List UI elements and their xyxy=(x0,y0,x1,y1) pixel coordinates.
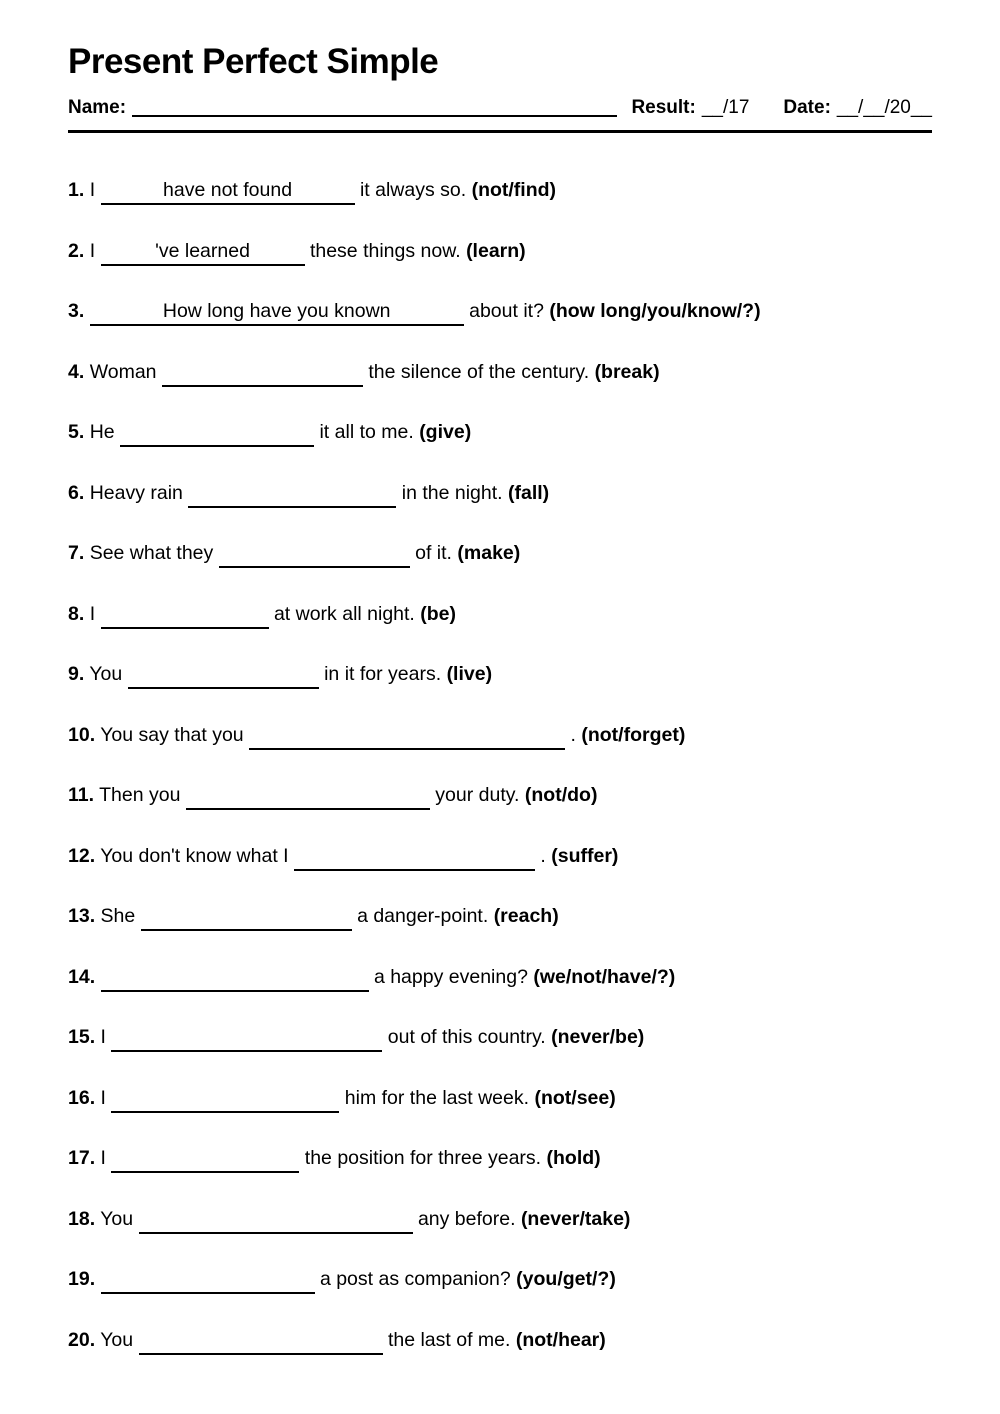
item-answer xyxy=(244,1026,249,1048)
date-label: Date: xyxy=(783,97,831,118)
item-pre-text: You xyxy=(89,663,123,685)
item-post-text: about it? xyxy=(469,300,544,322)
item-blank xyxy=(101,238,305,266)
item-number: 6. xyxy=(68,481,85,504)
item-answer xyxy=(220,663,225,685)
item-answer xyxy=(305,784,310,806)
item-blank xyxy=(141,903,352,931)
item-hint: (learn) xyxy=(466,239,526,262)
item-post-text: the silence of the century. xyxy=(368,360,590,383)
item-blank xyxy=(186,782,430,810)
item-pre-text: Heavy rain xyxy=(89,481,183,504)
exercise-item xyxy=(68,419,932,447)
exercise-item xyxy=(68,722,932,750)
exercise-item xyxy=(68,782,932,810)
item-blank xyxy=(111,1024,382,1052)
item-answer xyxy=(412,845,417,867)
exercise-item xyxy=(68,1145,932,1173)
item-answer xyxy=(290,482,295,504)
item-answer: have not found xyxy=(163,179,293,201)
item-post-text: . xyxy=(570,723,576,746)
item-hint: (not/hear) xyxy=(515,1328,606,1351)
exercise-item xyxy=(68,1206,932,1234)
date-value: __/__/20__ xyxy=(836,97,932,118)
item-blank xyxy=(139,1327,383,1355)
exercise-list xyxy=(68,177,932,1355)
exercise-item xyxy=(68,1327,932,1355)
item-answer xyxy=(273,1208,278,1230)
item-pre-text: He xyxy=(89,421,115,443)
exercise-item xyxy=(68,1024,932,1052)
page-title: Present Perfect Simple xyxy=(68,42,439,81)
result-value: __/17 xyxy=(701,97,750,118)
item-hint: (reach) xyxy=(493,905,559,927)
item-pre-text: You xyxy=(100,1328,134,1351)
item-post-text: a post as companion? xyxy=(319,1268,511,1290)
item-blank xyxy=(101,177,355,205)
exercise-item xyxy=(68,1266,932,1294)
exercise-item xyxy=(68,177,932,205)
exercise-item xyxy=(68,1085,932,1113)
item-answer xyxy=(203,1147,208,1169)
item-post-text: of it. xyxy=(415,542,452,564)
item-blank xyxy=(111,1145,299,1173)
item-blank xyxy=(111,1085,339,1113)
item-number: 13. xyxy=(68,905,96,927)
item-pre-text: Woman xyxy=(89,360,157,383)
item-number: 12. xyxy=(68,844,96,867)
item-answer xyxy=(260,361,265,383)
item-hint: (break) xyxy=(594,360,660,383)
item-number: 7. xyxy=(68,542,85,564)
name-label: Name: xyxy=(68,97,127,118)
exercise-item xyxy=(68,480,932,508)
item-blank xyxy=(294,843,535,871)
exercise-item xyxy=(68,661,932,689)
item-blank xyxy=(249,722,565,750)
item-pre-text: I xyxy=(89,602,96,625)
item-number: 4. xyxy=(68,360,85,383)
item-number: 1. xyxy=(68,179,85,201)
item-number: 14. xyxy=(68,965,96,988)
item-hint: (hold) xyxy=(546,1147,601,1169)
item-hint: (never/take) xyxy=(520,1207,631,1230)
item-pre-text: You say that you xyxy=(100,723,244,746)
item-blank xyxy=(101,964,369,992)
item-blank xyxy=(101,1266,315,1294)
item-blank xyxy=(219,540,410,568)
item-hint: (how long/you/know/?) xyxy=(549,300,761,322)
exercise-item xyxy=(68,843,932,871)
item-blank xyxy=(188,480,396,508)
item-number: 11. xyxy=(68,784,95,806)
item-pre-text: I xyxy=(100,1147,106,1169)
item-hint: (not/see) xyxy=(534,1086,616,1109)
item-number: 8. xyxy=(68,602,85,625)
item-number: 17. xyxy=(68,1147,96,1169)
item-answer xyxy=(243,905,248,927)
item-pre-text: I xyxy=(100,1086,106,1109)
item-post-text: . xyxy=(540,844,546,867)
item-post-text: any before. xyxy=(417,1207,516,1230)
item-pre-text: I xyxy=(89,179,96,201)
item-hint: (never/be) xyxy=(551,1026,645,1048)
item-hint: (not/forget) xyxy=(581,723,686,746)
item-post-text: it all to me. xyxy=(319,421,414,443)
name-blank-line xyxy=(132,97,617,117)
item-hint: (be) xyxy=(420,602,457,625)
item-post-text: in the night. xyxy=(401,481,503,504)
header-divider xyxy=(68,130,932,133)
item-post-text: your duty. xyxy=(435,784,520,806)
item-post-text: him for the last week. xyxy=(344,1086,530,1109)
item-number: 5. xyxy=(68,421,85,443)
item-blank xyxy=(128,661,319,689)
item-post-text: out of this country. xyxy=(387,1026,546,1048)
item-blank xyxy=(120,419,314,447)
header-row xyxy=(68,96,932,120)
item-post-text: a danger-point. xyxy=(357,905,489,927)
item-post-text: in it for years. xyxy=(324,663,442,685)
item-pre-text: Then you xyxy=(99,784,181,806)
exercise-item xyxy=(68,359,932,387)
item-pre-text: I xyxy=(100,1026,106,1048)
item-number: 3. xyxy=(68,300,85,322)
exercise-item xyxy=(68,298,932,326)
item-pre-text: See what they xyxy=(89,542,214,564)
item-answer xyxy=(182,603,187,625)
item-number: 19. xyxy=(68,1268,96,1290)
item-blank xyxy=(139,1206,413,1234)
item-hint: (suffer) xyxy=(551,844,619,867)
item-number: 16. xyxy=(68,1086,96,1109)
exercise-item xyxy=(68,601,932,629)
item-hint: (fall) xyxy=(508,481,550,504)
item-blank xyxy=(90,298,464,326)
item-hint: (not/find) xyxy=(471,179,557,201)
item-answer xyxy=(205,1268,210,1290)
item-post-text: at work all night. xyxy=(273,602,415,625)
item-hint: (live) xyxy=(446,663,493,685)
item-post-text: the last of me. xyxy=(387,1328,511,1351)
item-pre-text: I xyxy=(89,239,96,262)
item-post-text: a happy evening? xyxy=(373,965,528,988)
item-answer xyxy=(311,542,316,564)
item-hint: (not/do) xyxy=(524,784,598,806)
item-number: 15. xyxy=(68,1026,96,1048)
item-answer: 've learned xyxy=(155,239,250,262)
item-pre-text: You xyxy=(100,1207,134,1230)
item-number: 9. xyxy=(68,663,85,685)
item-number: 10. xyxy=(68,723,96,746)
item-hint: (you/get/?) xyxy=(516,1268,616,1290)
item-number: 2. xyxy=(68,239,85,262)
item-number: 18. xyxy=(68,1207,96,1230)
item-answer xyxy=(214,421,219,443)
item-pre-text: You don't know what I xyxy=(100,844,289,867)
item-answer: How long have you known xyxy=(162,300,391,322)
item-answer xyxy=(404,724,409,746)
exercise-item xyxy=(68,964,932,992)
item-hint: (give) xyxy=(419,421,472,443)
item-blank xyxy=(101,601,269,629)
item-post-text: these things now. xyxy=(309,239,461,262)
exercise-item xyxy=(68,540,932,568)
item-pre-text: She xyxy=(100,905,136,927)
exercise-item xyxy=(68,238,932,266)
item-answer xyxy=(232,966,237,988)
item-answer xyxy=(258,1329,263,1351)
item-post-text: it always so. xyxy=(359,179,467,201)
exercise-item xyxy=(68,903,932,931)
item-answer xyxy=(223,1087,228,1109)
item-hint: (we/not/have/?) xyxy=(533,965,676,988)
item-blank xyxy=(162,359,363,387)
item-hint: (make) xyxy=(457,542,521,564)
result-label: Result: xyxy=(631,97,696,118)
item-post-text: the position for three years. xyxy=(304,1147,542,1169)
item-number: 20. xyxy=(68,1328,96,1351)
